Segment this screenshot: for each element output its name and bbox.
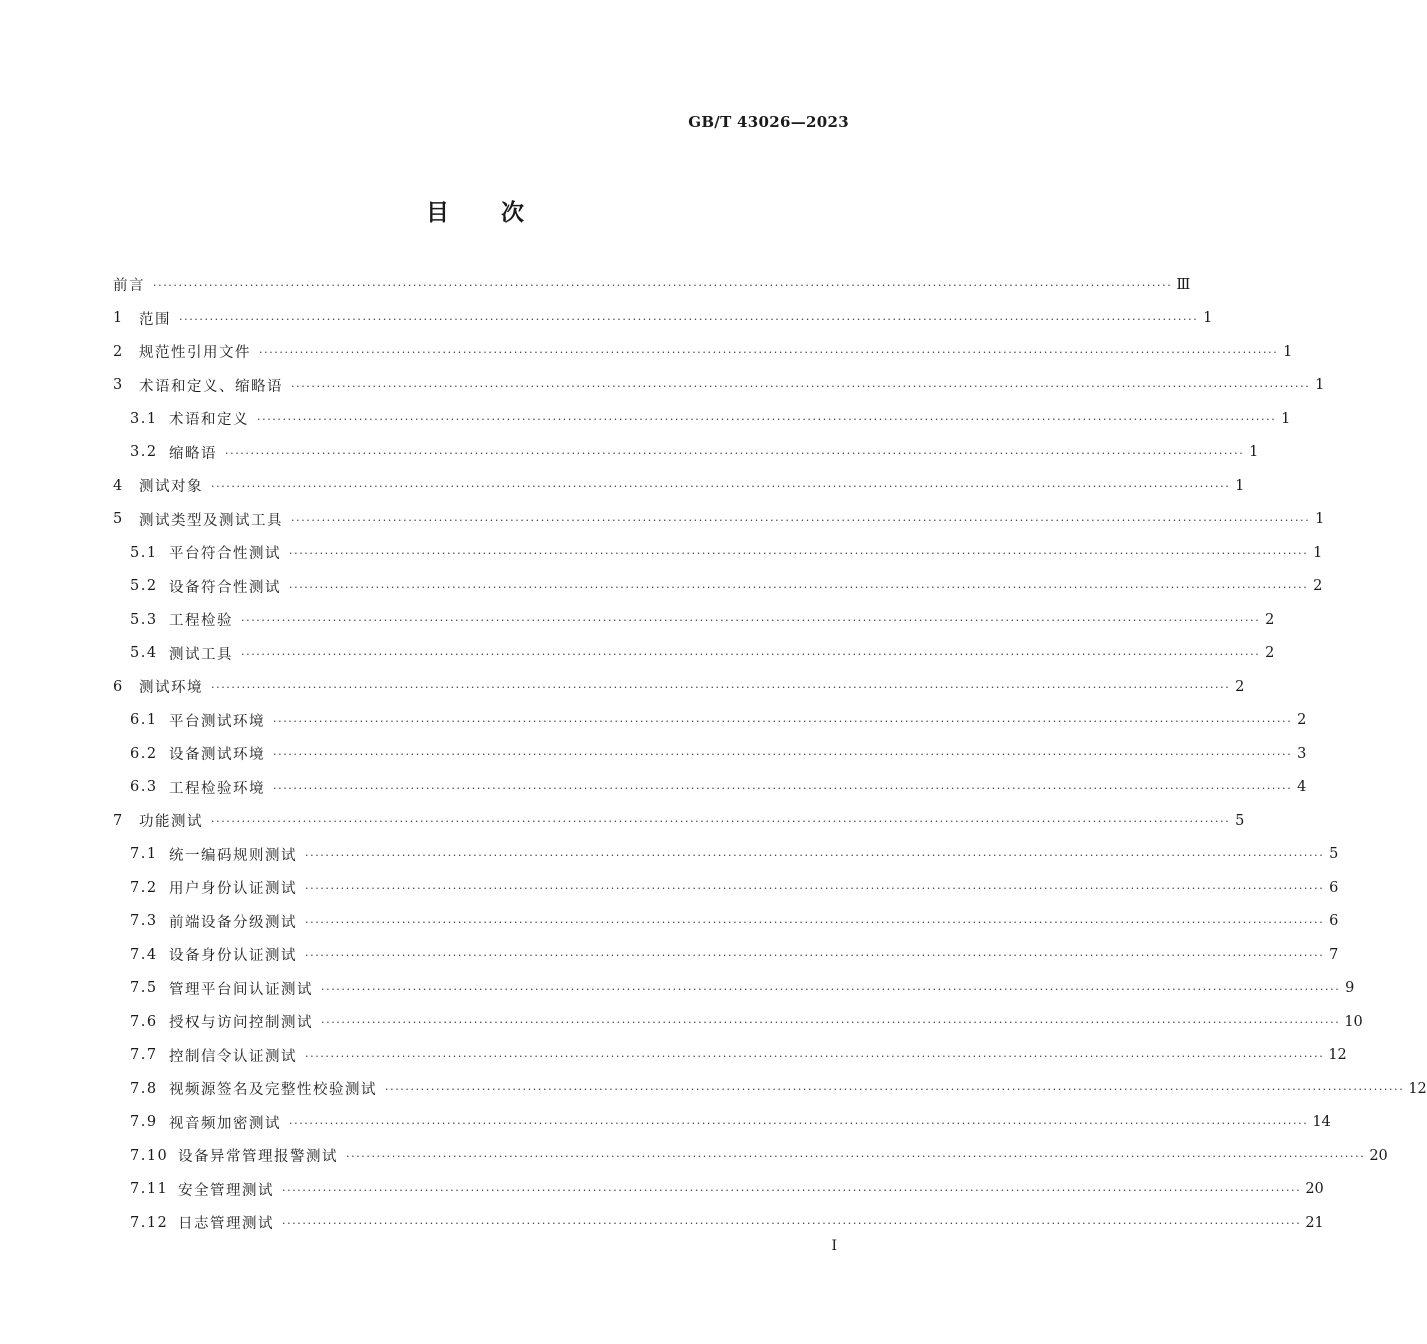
toc-entry-page: 4 [1297, 779, 1307, 796]
toc-entry[interactable] [113, 737, 1307, 771]
toc-entry-number: 5.3 [130, 611, 158, 628]
toc-entry[interactable] [113, 704, 1307, 738]
toc-entry-number: 6.1 [130, 712, 158, 729]
toc-entry[interactable] [113, 871, 1339, 905]
toc-entry-label: 控制信令认证测试 [169, 1048, 297, 1065]
toc-entry[interactable] [113, 804, 1245, 838]
toc-entry-page: 12 [1408, 1080, 1427, 1097]
toc-entry-label: 工程检验 [169, 613, 233, 630]
toc-entry-page: Ⅲ [1176, 276, 1191, 293]
toc-entry[interactable] [113, 1106, 1331, 1140]
toc-leader-dots: ········································································································································································································ [385, 1083, 1405, 1097]
toc-entry[interactable] [113, 1139, 1388, 1173]
toc-entry-label: 平台符合性测试 [169, 546, 281, 563]
page-number: Ⅰ [831, 1238, 837, 1254]
toc-leader-dots: ········································································································································································································ [289, 547, 1309, 561]
toc-entry-page: 1 [1249, 444, 1259, 461]
toc-entry-page: 1 [1315, 511, 1325, 528]
toc-entry[interactable] [113, 1039, 1347, 1073]
toc-entry-number: 7.7 [130, 1047, 158, 1064]
toc-leader-dots: ········································································································································································································ [346, 1150, 1366, 1164]
toc-entry-page: 2 [1265, 645, 1275, 662]
toc-entry-number: 7.2 [130, 879, 158, 896]
toc-entry[interactable] [113, 369, 1325, 403]
toc-entry[interactable] [113, 402, 1291, 436]
toc-entry-number: 5 [113, 511, 124, 528]
toc-entry-page: 1 [1281, 410, 1291, 427]
toc-entry-page: 1 [1313, 544, 1323, 561]
toc-entry-page: 5 [1235, 812, 1245, 829]
toc-entry[interactable] [113, 670, 1245, 704]
toc-entry-number: 7.12 [130, 1214, 169, 1231]
toc-entry-label: 设备测试环境 [169, 747, 265, 764]
toc-leader-dots: ········································································································································································································ [153, 279, 1173, 293]
toc-entry-label: 日志管理测试 [178, 1216, 274, 1233]
toc-entry-label: 测试环境 [139, 680, 203, 697]
toc-entry-page: 2 [1297, 712, 1307, 729]
toc-leader-dots: ········································································································································································································ [321, 1016, 1341, 1030]
toc-entry-number: 1 [113, 310, 124, 327]
toc-entry-label: 设备符合性测试 [169, 579, 281, 596]
toc-leader-dots: ········································································································································································································ [211, 681, 1231, 695]
toc-leader-dots: ········································································································································································································ [273, 714, 1293, 728]
toc-entry-number: 7 [113, 812, 124, 829]
toc-entry-number: 7.10 [130, 1147, 169, 1164]
toc-entry[interactable] [113, 771, 1307, 805]
toc-entry-label: 视音频加密测试 [169, 1115, 281, 1132]
toc-entry-label: 平台测试环境 [169, 713, 265, 730]
toc-leader-dots: ········································································································································································································ [289, 1116, 1309, 1130]
toc-entry-number: 6.3 [130, 779, 158, 796]
toc-entry-number: 4 [113, 477, 124, 494]
toc-entry-label: 前言 [113, 278, 145, 295]
toc-entry-page: 2 [1313, 578, 1323, 595]
toc-entry[interactable] [113, 637, 1275, 671]
toc-entry-page: 6 [1329, 879, 1339, 896]
toc-title: 目次 [426, 200, 576, 226]
toc-entry-number: 7.5 [130, 980, 158, 997]
toc-entry-label: 统一编码规则测试 [169, 847, 297, 864]
toc-entry-page: 7 [1329, 946, 1339, 963]
toc-entry-number: 5.4 [130, 645, 158, 662]
toc-entry-number: 6.2 [130, 745, 158, 762]
toc-entry-label: 规范性引用文件 [139, 345, 251, 362]
toc-entry-page: 10 [1344, 1013, 1363, 1030]
toc-leader-dots: ········································································································································································································ [241, 647, 1261, 661]
toc-entry-label: 安全管理测试 [178, 1182, 274, 1199]
toc-leader-dots: ········································································································································································································ [305, 949, 1325, 963]
toc-entry-page: 3 [1297, 745, 1307, 762]
toc-entry[interactable] [113, 603, 1275, 637]
toc-entry-label: 管理平台间认证测试 [169, 981, 313, 998]
toc-entry[interactable] [113, 536, 1323, 570]
toc-leader-dots: ········································································································································································································ [179, 312, 1199, 326]
toc-leader-dots: ········································································································································································································ [289, 580, 1309, 594]
toc-entry-label: 功能测试 [139, 814, 203, 831]
toc-leader-dots: ········································································································································································································ [305, 882, 1325, 896]
toc-entry-label: 授权与访问控制测试 [169, 1015, 313, 1032]
toc-leader-dots: ········································································································································································································ [225, 446, 1245, 460]
toc-entry-number: 7.9 [130, 1114, 158, 1131]
toc-entry-page: 2 [1235, 678, 1245, 695]
toc-entry-number: 7.6 [130, 1013, 158, 1030]
toc-entry-page: 14 [1312, 1114, 1331, 1131]
toc-entry-page: 21 [1305, 1214, 1324, 1231]
toc-entry[interactable] [113, 1173, 1324, 1207]
toc-entry-number: 6 [113, 678, 124, 695]
toc-leader-dots: ········································································································································································································ [291, 379, 1311, 393]
toc-entry-page: 9 [1345, 980, 1355, 997]
toc-entry-page: 6 [1329, 913, 1339, 930]
toc-entry[interactable] [113, 972, 1355, 1006]
toc-entry-number: 5.1 [130, 544, 158, 561]
toc-entry-number: 3.2 [130, 444, 158, 461]
toc-entry-page: 1 [1315, 377, 1325, 394]
toc-leader-dots: ········································································································································································································ [305, 915, 1325, 929]
toc-entry[interactable] [113, 503, 1325, 537]
toc-entry-label: 测试类型及测试工具 [139, 512, 283, 529]
toc-entry[interactable] [113, 436, 1259, 470]
toc-leader-dots: ········································································································································································································ [273, 781, 1293, 795]
toc-leader-dots: ········································································································································································································ [321, 982, 1341, 996]
toc-entry-number: 7.8 [130, 1080, 158, 1097]
toc-entry-label: 设备身份认证测试 [169, 948, 297, 965]
toc-leader-dots: ········································································································································································································ [305, 848, 1325, 862]
toc-entry-label: 测试对象 [139, 479, 203, 496]
toc-entry-label: 用户身份认证测试 [169, 881, 297, 898]
toc-entry-label: 测试工具 [169, 646, 233, 663]
toc-entry[interactable] [113, 268, 1191, 302]
toc-entry[interactable] [113, 335, 1293, 369]
toc-entry-number: 7.3 [130, 913, 158, 930]
toc-leader-dots: ········································································································································································································ [211, 480, 1231, 494]
toc-leader-dots: ········································································································································································································ [257, 413, 1277, 427]
toc-entry-label: 范围 [139, 311, 171, 328]
toc-entry-page: 5 [1329, 846, 1339, 863]
toc-entry-page: 2 [1265, 611, 1275, 628]
toc-entry[interactable] [113, 1072, 1427, 1106]
toc-leader-dots: ········································································································································································································ [305, 1049, 1325, 1063]
toc-entry-page: 1 [1235, 477, 1245, 494]
toc-entry-number: 7.4 [130, 946, 158, 963]
toc-entry-label: 前端设备分级测试 [169, 914, 297, 931]
toc-list [113, 268, 1427, 1240]
toc-entry-label: 缩略语 [169, 445, 217, 462]
toc-entry-page: 20 [1305, 1181, 1324, 1198]
toc-entry-label: 设备异常管理报警测试 [178, 1149, 338, 1166]
toc-entry-label: 术语和定义 [169, 412, 249, 429]
toc-leader-dots: ········································································································································································································ [259, 346, 1279, 360]
toc-leader-dots: ········································································································································································································ [211, 815, 1231, 829]
toc-leader-dots: ········································································································································································································ [273, 748, 1293, 762]
toc-entry-number: 5.2 [130, 578, 158, 595]
toc-entry[interactable] [113, 838, 1339, 872]
toc-leader-dots: ········································································································································································································ [291, 513, 1311, 527]
toc-entry[interactable] [113, 905, 1339, 939]
toc-entry-number: 3.1 [130, 410, 158, 427]
toc-entry-page: 1 [1283, 343, 1293, 360]
toc-entry[interactable] [113, 1206, 1324, 1240]
toc-entry-label: 术语和定义、缩略语 [139, 378, 283, 395]
toc-leader-dots: ········································································································································································································ [282, 1217, 1302, 1231]
toc-entry-number: 7.11 [130, 1181, 169, 1198]
toc-entry-page: 12 [1328, 1047, 1347, 1064]
toc-entry-page: 1 [1203, 310, 1213, 327]
toc-entry[interactable] [113, 302, 1213, 336]
toc-leader-dots: ········································································································································································································ [282, 1183, 1302, 1197]
toc-entry[interactable] [113, 1005, 1363, 1039]
toc-leader-dots: ········································································································································································································ [241, 614, 1261, 628]
toc-entry-page: 20 [1369, 1147, 1388, 1164]
toc-entry-label: 视频源签名及完整性校验测试 [169, 1082, 377, 1099]
toc-entry-number: 7.1 [130, 846, 158, 863]
toc-entry-number: 2 [113, 343, 124, 360]
toc-entry[interactable] [113, 469, 1245, 503]
document-code: GB/T 43026—2023 [688, 113, 849, 131]
toc-entry[interactable] [113, 570, 1323, 604]
toc-entry[interactable] [113, 938, 1339, 972]
toc-entry-number: 3 [113, 377, 124, 394]
toc-entry-label: 工程检验环境 [169, 780, 265, 797]
